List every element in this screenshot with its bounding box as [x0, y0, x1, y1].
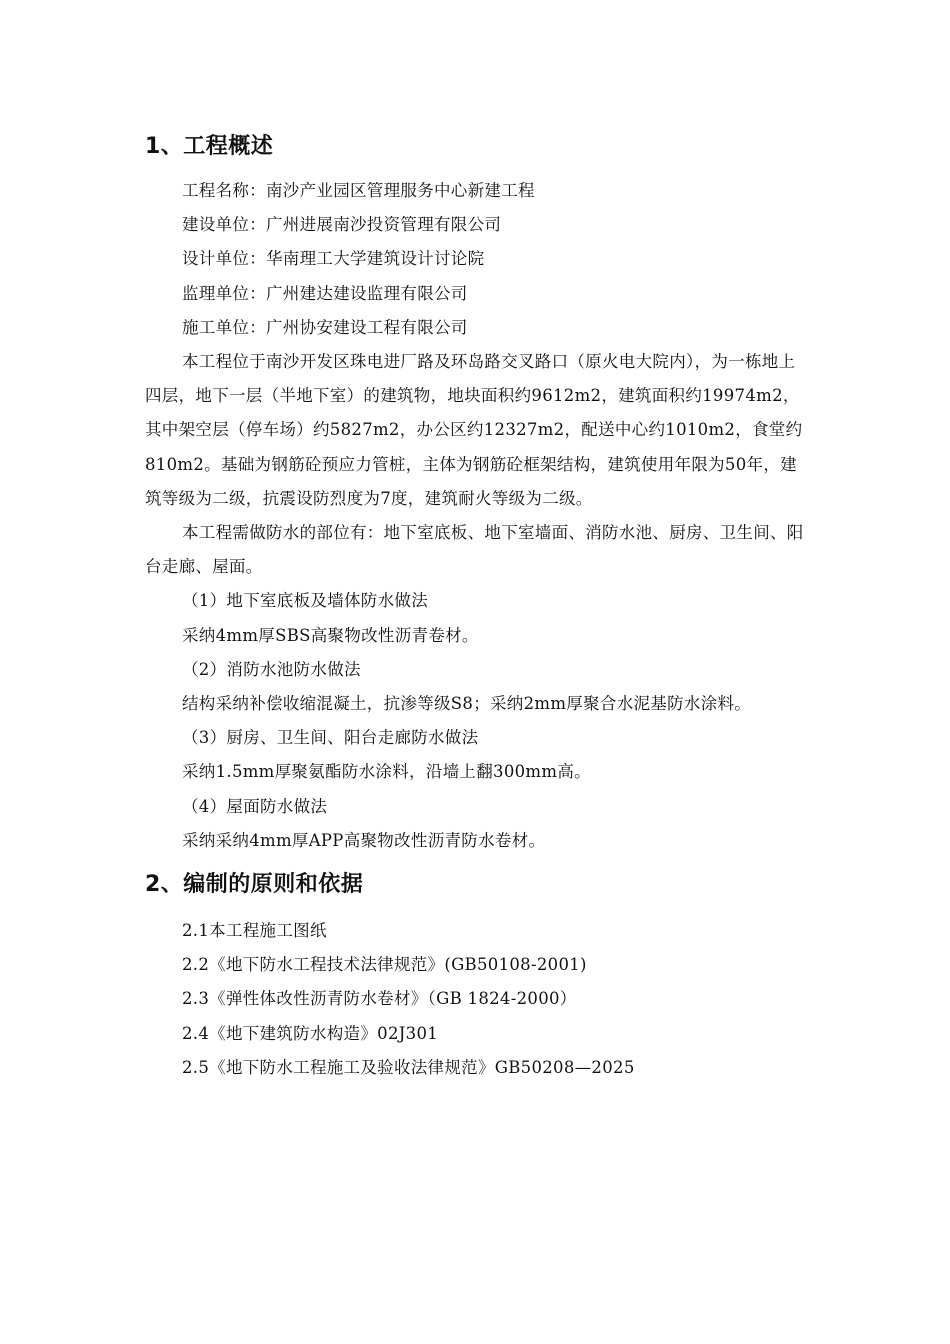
method-3-heading: （3）厨房、卫生间、阳台走廊防水做法	[182, 728, 479, 748]
reference-item: 2.1本工程施工图纸	[182, 921, 327, 941]
method-1-detail: 采纳4mm厚SBS高聚物改性沥青卷材。	[182, 625, 479, 645]
contractor-unit-line: 施工单位：广州协安建设工程有限公司	[182, 317, 468, 337]
design-unit-line: 设计单位：华南理工大学建筑设计讨论院	[182, 249, 485, 269]
method-4-detail: 采纳采纳4mm厚APP高聚物改性沥青防水卷材。	[182, 830, 546, 850]
reference-item: 2.2《地下防水工程技术法律规范》(GB50108-2001)	[182, 955, 587, 975]
reference-item: 2.5《地下防水工程施工及验收法律规范》GB50208—2025	[182, 1057, 635, 1077]
method-2-detail: 结构采纳补偿收缩混凝土，抗渗等级S8；采纳2mm厚聚合水泥基防水涂料。	[182, 694, 752, 714]
reference-item: 2.4《地下建筑防水构造》02J301	[182, 1023, 439, 1043]
waterproof-parts-paragraph: 本工程需做防水的部位有：地下室底板、地下室墙面、消防水池、厨房、卫生间、阳台走廊、屋面。	[145, 523, 804, 577]
project-name-line: 工程名称：南沙产业园区管理服务中心新建工程	[182, 181, 535, 200]
method-1-heading: （1）地下室底板及墙体防水做法	[182, 591, 428, 611]
supervision-unit-line: 监理单位：广州建达建设监理有限公司	[182, 283, 468, 303]
construction-unit-line: 建设单位：广州进展南沙投资管理有限公司	[182, 215, 502, 235]
method-2-heading: （2）消防水池防水做法	[182, 659, 361, 679]
reference-item: 2.3《弹性体改性沥青防水卷材》（GB 1824-2000）	[182, 989, 577, 1009]
document-body	[145, 128, 807, 1085]
method-4-heading: （4）屋面防水做法	[182, 796, 328, 816]
method-3-detail: 采纳1.5mm厚聚氨酯防水涂料，沿墙上翻300mm高。	[182, 762, 591, 782]
project-description-paragraph: 本工程位于南沙开发区珠电进厂路及环岛路交叉路口（原火电大院内），为一栋地上四层，地下一层（半地下室）的建筑物，地块面积约9612m2，建筑面积约19974m2，其中架空层（停车场）约5827m2，办公区约12327m2，配送中心约1010m2，食堂约810m2。基础为钢筋砼预应力管桩，主体为钢筋砼框架结构，建筑使用年限为50年，建筑等级为二级，抗震设防烈度为7度，建筑耐火等级为二级。	[145, 352, 803, 508]
reference-list	[145, 914, 807, 1085]
section-2-title: 2、编制的原则和依据	[145, 872, 364, 898]
section-1-title: 1、工程概述	[145, 134, 274, 159]
